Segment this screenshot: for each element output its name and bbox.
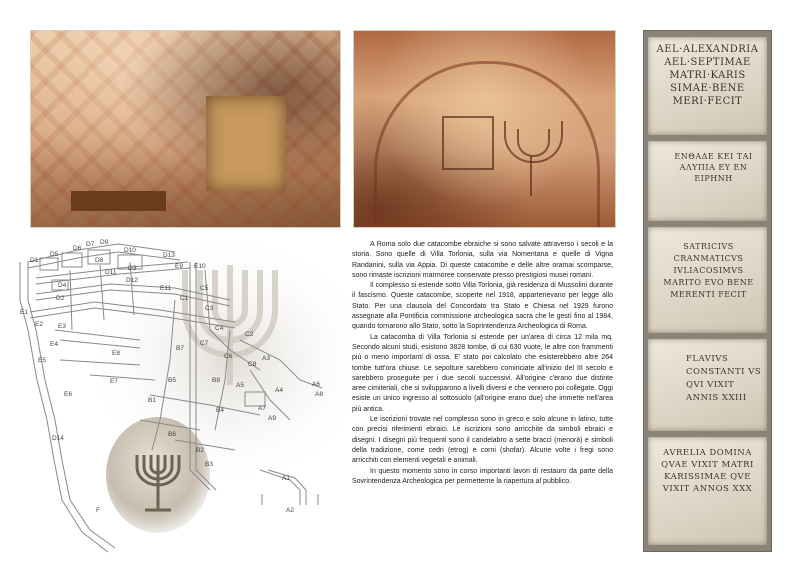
map-label: D8	[95, 257, 104, 264]
inscriptions-column	[643, 30, 772, 552]
map-label: B7	[176, 345, 184, 352]
inscription-stone	[648, 141, 767, 221]
map-label: C3	[205, 305, 214, 312]
inscription-text: ΕΝΘΑΔΕ ΚΕΙ ΤΑΙ ΑΛΥΠΙΑ ΕΥ ΕΝ ΕΙΡΗΝΗ	[674, 152, 753, 183]
map-label: D5	[50, 251, 59, 258]
map-label: D9	[100, 239, 109, 246]
article-text	[352, 240, 613, 487]
map-label: E4	[50, 341, 58, 348]
map-label: B1	[148, 397, 156, 404]
map-label: C7	[200, 340, 209, 347]
map-label: B5	[168, 377, 176, 384]
loculus-niche	[71, 191, 166, 211]
map-label: D3	[128, 265, 137, 272]
map-label: D13	[163, 252, 175, 259]
article-paragraph: A Roma solo due catacombe ebraiche si sono salvate attraverso i secoli e la storia. Sono quelle di Villa Torlonia, sulla via Nomentana e quelle di Vigna Randanini, sulla via Appia. Di queste catacombe e delle altre oramai scomparse, sono rimaste iscrizioni marmoree conservate presso prestigiosi musei romani.	[352, 241, 613, 279]
inscription-stone	[648, 37, 767, 135]
menorah-fresco-photo	[353, 30, 616, 228]
map-label: E7	[110, 378, 118, 385]
map-label: C5	[200, 285, 209, 292]
map-label: F	[96, 507, 100, 514]
menorah-stem	[530, 156, 532, 196]
catacomb-map	[0, 228, 352, 566]
inscription-stone	[648, 437, 767, 545]
map-label: D2	[56, 295, 65, 302]
inscription-text: AVRELIA DOMINA QVAE VIXIT MATRI KARISSIMAE QVE VIXIT ANNOS XXX	[661, 448, 754, 494]
map-label: A6	[312, 381, 320, 388]
map-label: E2	[35, 321, 43, 328]
map-label: A4	[275, 387, 283, 394]
inscription-text: AEL·ALEXANDRIA AEL·SEPTIMAE MATRI·KARIS SIMAE·BENE MERI·FECIT	[656, 44, 759, 107]
map-label: A9	[268, 415, 276, 422]
map-label: E5	[38, 357, 46, 364]
map-label: C4	[215, 325, 224, 332]
map-label: C6	[224, 353, 233, 360]
map-label: B2	[196, 447, 204, 454]
catacomb-ceiling-photo	[30, 30, 341, 228]
map-label: D10	[124, 247, 136, 254]
inscription-stone	[648, 227, 767, 333]
map-label: B3	[205, 461, 213, 468]
wall-opening	[206, 96, 286, 191]
map-label: A5	[236, 382, 244, 389]
map-label: C1	[180, 295, 189, 302]
map-label: D1	[30, 257, 39, 264]
map-label: D11	[105, 269, 117, 276]
map-label: C8	[248, 361, 257, 368]
map-label: A2	[286, 507, 294, 514]
map-label: D12	[126, 277, 138, 284]
map-label: E10	[194, 263, 206, 270]
map-label: D6	[73, 245, 82, 252]
map-label: D14	[52, 435, 64, 442]
inscription-text: SATRICIVS CRANMATICVS IVLIACOSIMVS MARITO EVO BENE MERENTI FECIT	[663, 242, 754, 299]
map-label: B6	[168, 431, 176, 438]
map-label: E6	[64, 391, 72, 398]
map-label: D7	[86, 241, 95, 248]
article-paragraph: La catacomba di Villa Torlonia si estende per un'area di circa 12 mila mq. Secondo alcuni studi, esistono 3828 tombe, di cui 630 vuote, le altre con frammenti più o meno importanti di ossa. E' stato poi calcolato che esisterebbero altre 264 tombe tutt'ora chiuse. Le sepolture sarebbero cominciate all'inizio del III secolo e sarebbero proseguite per i due secoli successivi. All'origine c'erano due distinte aree cimiteriali, che si svilupparono a livelli diversi e che vennero poi collegate. Oggi esiste un unico ingresso al sottosuolo (all'origine erano due) che immette nell'area più antica.	[352, 333, 613, 413]
map-label: B8	[212, 377, 220, 384]
map-label: A3	[262, 355, 270, 362]
article-paragraph: In questo momento sono in corso importanti lavori di restauro da parte della Sovrintendenza Archeologica per permetterne la riapertura al pubblico.	[352, 467, 613, 485]
article-paragraph: Le iscrizioni trovate nel complesso sono in greco e solo alcune in latino, tutte con precisi riferimenti ebraici. Le iscrizioni sono arricchite da simboli ebraici e disegni. I disegni più frequenti sono il candelabro a sette bracci (menorà) e simboli della tradizione, come cedri (etrog) e corni (shofar). Alcune volte i fregi sono arricchiti con elementi vegetali e animali.	[352, 416, 613, 465]
inscription-text: FLAVIVS CONSTANTI VS QVI VIXIT ANNIS XXIII	[686, 354, 762, 403]
map-label: E1	[20, 309, 28, 316]
map-label: A8	[315, 391, 323, 398]
map-label: E3	[58, 323, 66, 330]
inscription-stone	[648, 339, 767, 431]
torah-ark-drawing	[442, 116, 494, 170]
map-label: B4	[216, 407, 224, 414]
map-label: E9	[175, 263, 183, 270]
map-label: D4	[58, 282, 67, 289]
map-label: E8	[112, 350, 120, 357]
map-label: E11	[160, 285, 172, 292]
article-paragraph: Il complesso si estende sotto Villa Torlonia, già residenza di Mussolini durante il fascismo. Queste catacombe, scoperte nel 1918, appartenevano per legge allo Stato. Per una clausola del Concordato tra Stato e Chiesa nel 1929 furono assegnate alla Pontificia commissione archeologica sacra che le gestì fino al 1984, quando tornarono allo Stato, sotto la Soprintendenza Archeologica di Roma.	[352, 282, 613, 331]
map-label: A1	[282, 475, 290, 482]
map-label: C2	[245, 331, 254, 338]
map-label: A7	[258, 405, 266, 412]
